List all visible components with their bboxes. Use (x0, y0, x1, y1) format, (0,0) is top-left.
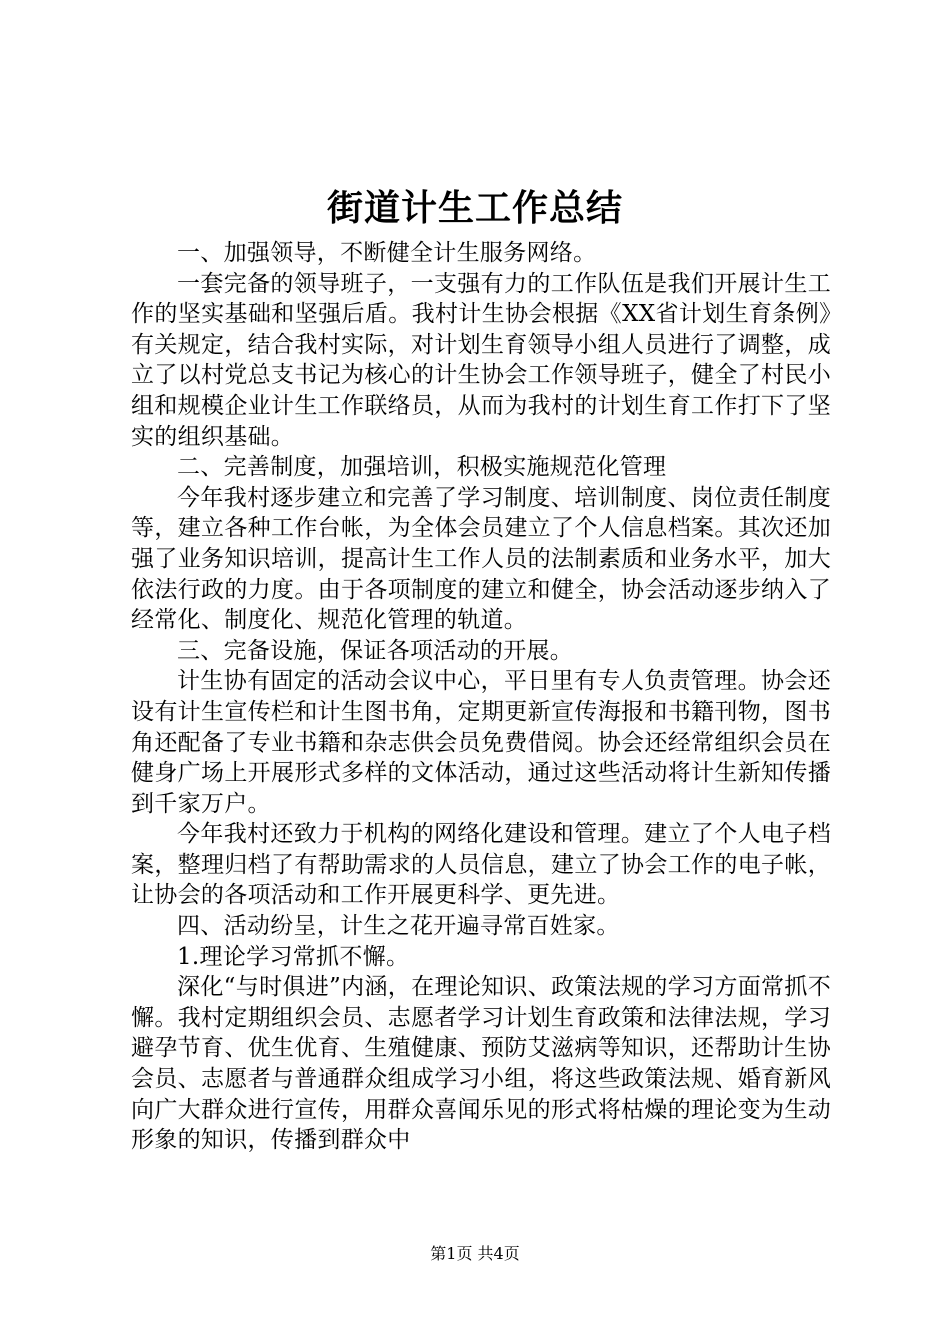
section-heading-3: 三、完备设施，保证各项活动的开展。 (177, 637, 574, 664)
paragraph: 今年我村还致力于机构的网络化建设和管理。建立了个人电子档案，整理归档了有帮助需求的人员信息，建立了协会工作的电子帐，让协会的各项活动和工作开展更科学、更先进。 (131, 821, 831, 909)
section-heading-2: 二、完善制度，加强培训，积极实施规范化管理 (177, 454, 667, 481)
subsection-heading: 1.理论学习常抓不懈。 (177, 943, 410, 970)
document-body (131, 238, 831, 1156)
section-heading-4: 四、活动纷呈，计生之花开遍寻常百姓家。 (177, 913, 620, 940)
section-heading-1: 一、加强领导，不断健全计生服务网络。 (177, 240, 597, 266)
paragraph: 今年我村逐步建立和完善了学习制度、培训制度、岗位责任制度等，建立各种工作台帐，为全体会员建立了个人信息档案。其次还加强了业务知识培训，提高计生工作人员的法制素质和业务水平，加大依法行政的力度。由于各项制度的建立和健全，协会活动逐步纳入了经常化、制度化、规范化管理的轨道。 (131, 484, 831, 634)
paragraph: 一套完备的领导班子，一支强有力的工作队伍是我们开展计生工作的坚实基础和坚强后盾。我村计生协会根据《XX省计划生育条例》有关规定，结合我村实际，对计划生育领导小组人员进行了调整，成立了以村党总支书记为核心的计生协会工作领导班子，健全了村民小组和规模企业计生工作联络员，从而为我村的计划生育工作打下了坚实的组织基础。 (131, 270, 831, 450)
paragraph: 计生协有固定的活动会议中心，平日里有专人负责管理。协会还设有计生宣传栏和计生图书角，定期更新宣传海报和书籍刊物，图书角还配备了专业书籍和杂志供会员免费借阅。协会还经常组织会员在健身广场上开展形式多样的文体活动，通过这些活动将计生新知传播到千家万户。 (131, 668, 831, 817)
page-number-footer: 第1页 共4页 (430, 1244, 520, 1263)
document-title: 街道计生工作总结 (326, 187, 623, 229)
paragraph: 深化“与时俱进”内涵，在理论知识、政策法规的学习方面常抓不懈。我村定期组织会员、志愿者学习计划生育政策和法律法规，学习避孕节育、优生优育、生殖健康、预防艾滋病等知识，还帮助计生协会员、志愿者与普通群众组成学习小组，将这些政策法规、婚育新风向广大群众进行宣传，用群众喜闻乐见的形式将枯燥的理论变为生动形象的知识，传播到群众中 (131, 974, 831, 1154)
